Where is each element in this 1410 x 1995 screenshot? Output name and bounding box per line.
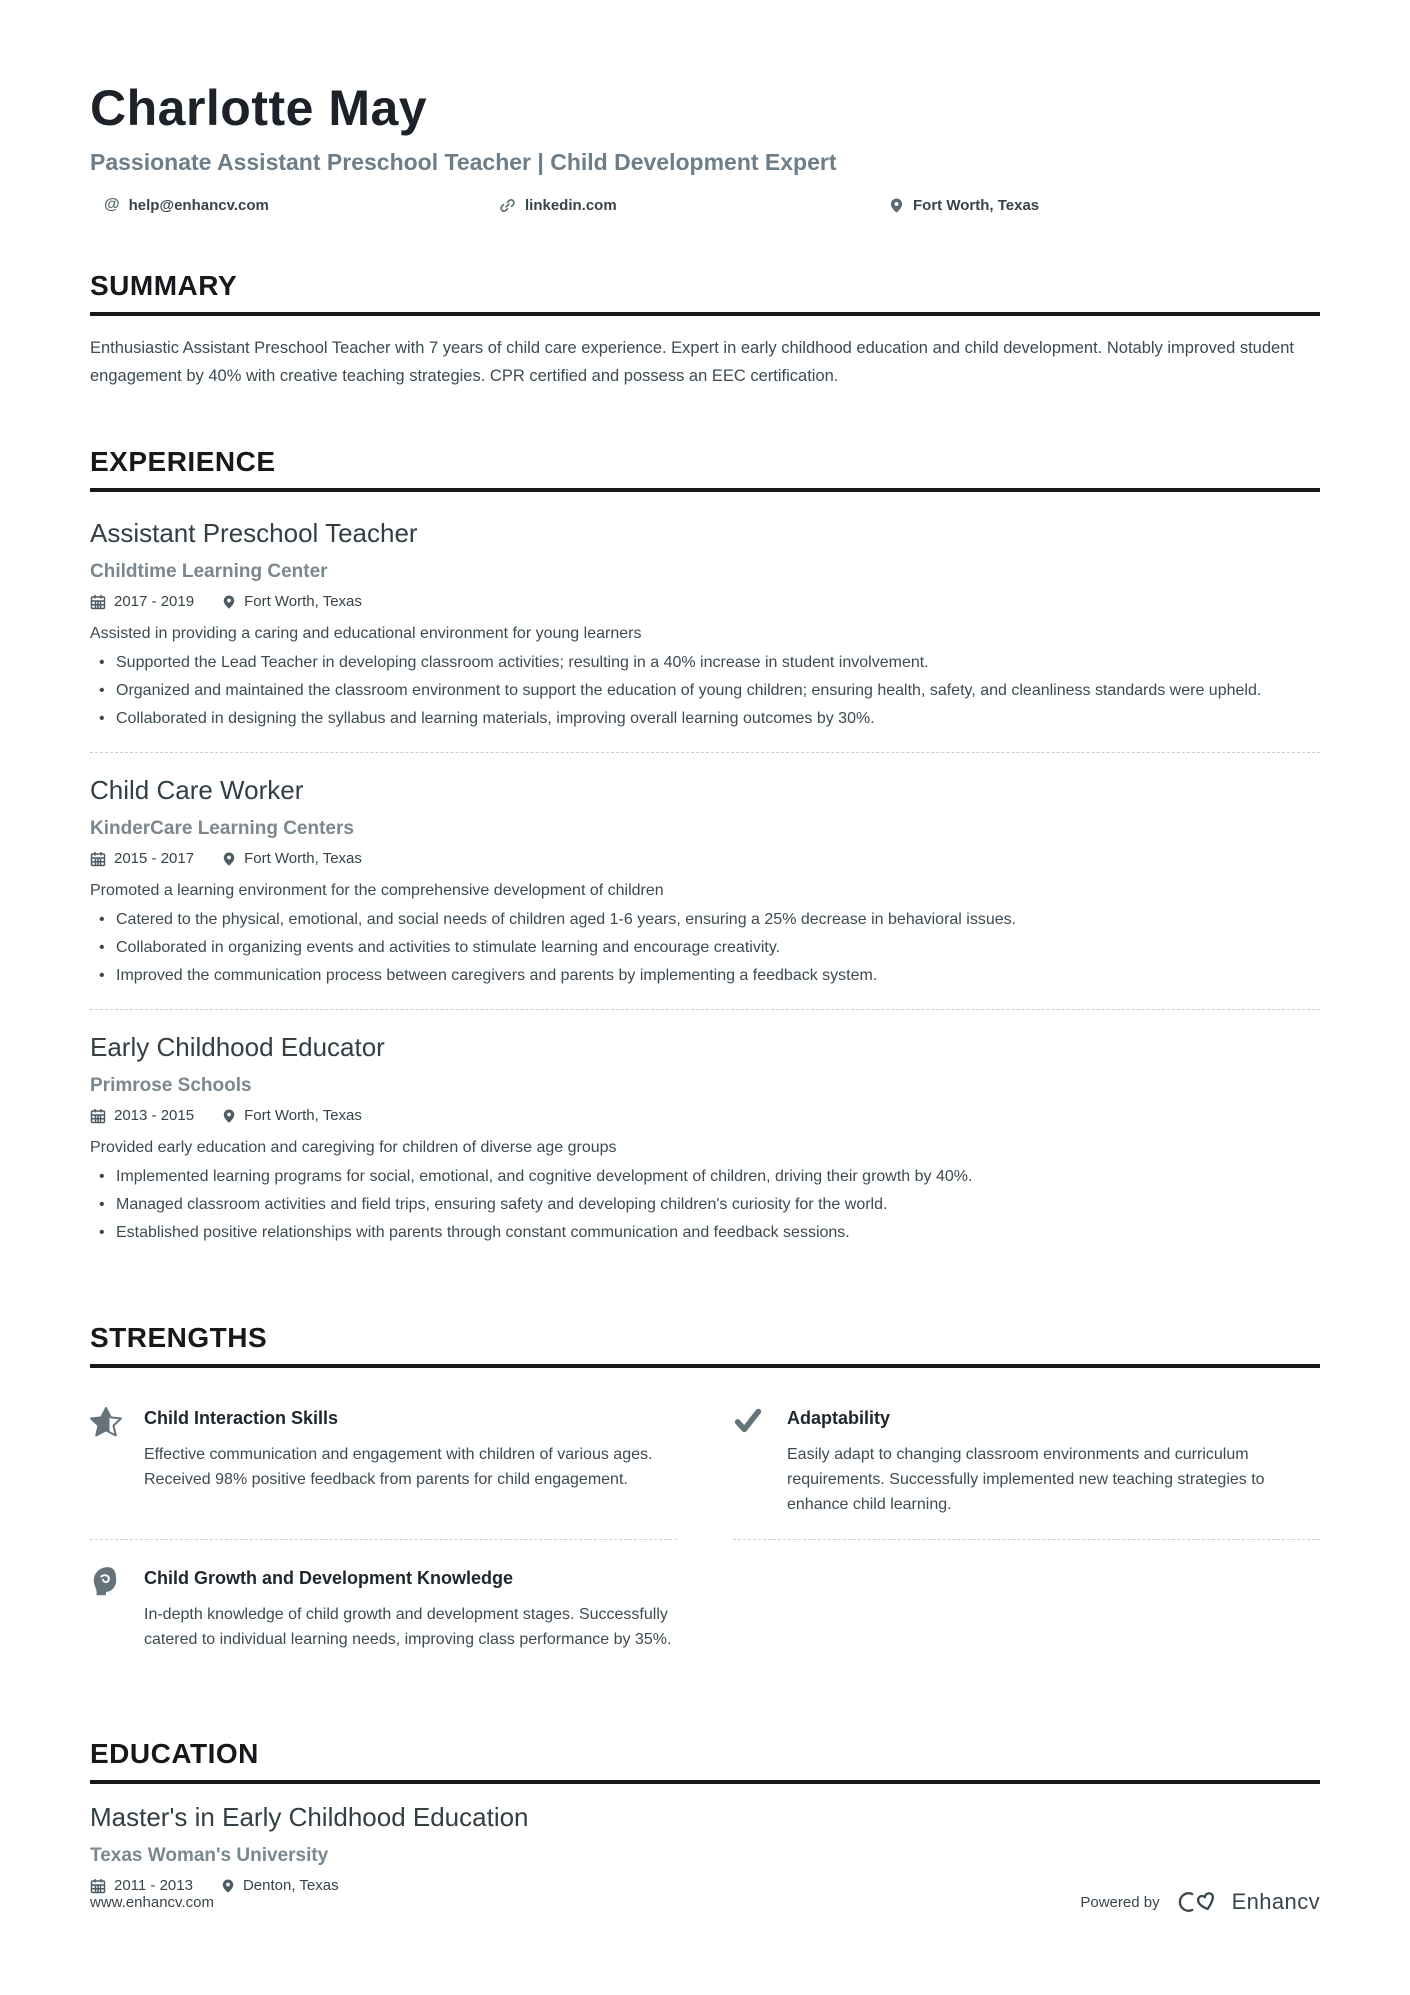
location-icon xyxy=(889,197,904,214)
strength-text: Easily adapt to changing classroom environments and curriculum requirements. Successfully implemented new teaching strategies to enhance child learning. xyxy=(787,1446,1265,1513)
strength-body xyxy=(144,1564,677,1652)
contact-location xyxy=(889,197,1039,214)
location-icon xyxy=(222,1108,236,1124)
headline: Passionate Assistant Preschool Teacher | Child Development Expert xyxy=(90,149,837,175)
job-bullet: • Collaborated in organizing events and activities to stimulate learning and encourage creativity. xyxy=(90,936,1320,959)
location-icon xyxy=(222,594,236,610)
job-meta-row xyxy=(90,593,1320,610)
job-bullets xyxy=(90,908,1320,987)
job-entry xyxy=(90,510,1320,752)
education-degree: Master's in Early Childhood Education xyxy=(90,1802,529,1832)
job-location xyxy=(222,1107,362,1124)
enhancv-website-link[interactable]: www.enhancv.com xyxy=(90,1893,214,1911)
contact-linkedin-text: linkedin.com xyxy=(525,196,617,214)
job-entry xyxy=(90,1009,1320,1266)
job-bullet: • Collaborated in designing the syllabus and learning materials, improving overall learning outcomes by 30%. xyxy=(90,707,1320,730)
job-bullet: • Catered to the physical, emotional, and social needs of children aged 1-6 years, ensuring a 25% decrease in behavioral issues. xyxy=(90,908,1320,931)
contact-location-text: Fort Worth, Texas xyxy=(913,196,1040,214)
job-title: Child Care Worker xyxy=(90,775,304,805)
at-icon: @ xyxy=(104,196,120,213)
page-footer xyxy=(90,1887,1320,1917)
job-description: Provided early education and caregiving for children of diverse age groups xyxy=(90,1139,617,1156)
strength-grid-filler xyxy=(733,1539,1320,1674)
job-title: Assistant Preschool Teacher xyxy=(90,518,418,548)
person-name: Charlotte May xyxy=(90,80,428,136)
contact-linkedin[interactable] xyxy=(499,197,889,214)
job-bullet: • Established positive relationships with parents through constant communication and feedback sessions. xyxy=(90,1221,1320,1244)
calendar-icon xyxy=(90,594,106,610)
job-bullets xyxy=(90,1165,1320,1244)
job-location-text: Fort Worth, Texas xyxy=(244,593,362,610)
summary-section xyxy=(90,270,1320,390)
strength-item xyxy=(90,1539,677,1674)
job-bullet: • Improved the communication process between caregivers and parents by implementing a feedback system. xyxy=(90,964,1320,987)
calendar-icon xyxy=(90,1108,106,1124)
strength-title: Child Interaction Skills xyxy=(144,1408,339,1428)
job-bullet: • Managed classroom activities and field trips, ensuring safety and developing children's curiosity for the world. xyxy=(90,1193,1320,1216)
experience-section xyxy=(90,446,1320,1266)
experience-heading: EXPERIENCE xyxy=(90,446,1320,492)
strength-body xyxy=(144,1404,677,1517)
job-dates-text: 2015 - 2017 xyxy=(114,850,195,867)
job-description: Promoted a learning environment for the comprehensive development of children xyxy=(90,882,664,899)
job-dates xyxy=(90,850,194,867)
job-dates-text: 2017 - 2019 xyxy=(114,593,195,610)
strength-item xyxy=(733,1386,1320,1539)
education-heading: EDUCATION xyxy=(90,1738,1320,1784)
job-company: Primrose Schools xyxy=(90,1075,252,1096)
enhancv-logo-icon xyxy=(1174,1887,1218,1917)
strengths-grid xyxy=(90,1386,1320,1674)
job-dates xyxy=(90,1107,194,1124)
education-school: Texas Woman's University xyxy=(90,1845,329,1866)
powered-by-label: Powered by xyxy=(1080,1893,1160,1911)
education-section xyxy=(90,1738,1320,1894)
strengths-section xyxy=(90,1322,1320,1674)
strength-title: Adaptability xyxy=(787,1408,891,1428)
star-icon xyxy=(90,1404,124,1517)
summary-text: Enthusiastic Assistant Preschool Teacher with 7 years of child care experience. Expert in early childhood education and child development. Notably improved student engagement by 40% with creative teaching strategies. CPR certified and possess an EEC certification. xyxy=(90,339,1294,385)
education-location-text: Denton, Texas xyxy=(242,1877,339,1894)
job-company: Childtime Learning Center xyxy=(90,561,328,582)
contact-email-text: help@enhancv.com xyxy=(128,196,269,214)
powered-by[interactable] xyxy=(1080,1887,1320,1917)
education-dates-text: 2011 - 2013 xyxy=(114,1877,193,1894)
check-icon xyxy=(733,1404,767,1517)
strength-text: In-depth knowledge of child growth and development stages. Successfully catered to individual learning needs, improving class performance by 35%. xyxy=(144,1606,672,1648)
strength-title: Child Growth and Development Knowledge xyxy=(144,1568,514,1588)
job-bullet: • Supported the Lead Teacher in developing classroom activities; resulting in a 40% increase in student involvement. xyxy=(90,651,1320,674)
job-dates xyxy=(90,593,194,610)
job-company: KinderCare Learning Centers xyxy=(90,818,354,839)
job-title: Early Childhood Educator xyxy=(90,1032,385,1062)
job-location-text: Fort Worth, Texas xyxy=(244,850,362,867)
summary-heading: SUMMARY xyxy=(90,270,1320,316)
job-bullets xyxy=(90,651,1320,730)
job-meta-row xyxy=(90,850,1320,867)
strength-item xyxy=(90,1386,677,1539)
job-bullet: • Organized and maintained the classroom environment to support the education of young children; ensuring health, safety, and cleanliness standards were upheld. xyxy=(90,679,1320,702)
contact-row xyxy=(90,196,1320,214)
job-description: Assisted in providing a caring and educational environment for young learners xyxy=(90,625,642,642)
link-icon xyxy=(499,197,516,214)
enhancv-brand-name: Enhancv xyxy=(1231,1889,1320,1914)
resume-header xyxy=(90,80,1320,214)
job-location xyxy=(222,850,362,867)
calendar-icon xyxy=(90,851,106,867)
strengths-heading: STRENGTHS xyxy=(90,1322,1320,1368)
job-dates-text: 2013 - 2015 xyxy=(114,1107,195,1124)
job-meta-row xyxy=(90,1107,1320,1124)
job-entry xyxy=(90,752,1320,1009)
strength-body xyxy=(787,1404,1320,1517)
job-bullet: • Implemented learning programs for social, emotional, and cognitive development of children, driving their growth by 40%. xyxy=(90,1165,1320,1188)
head-icon xyxy=(90,1564,124,1652)
strength-text: Effective communication and engagement with children of various ages. Received 98% positive feedback from parents for child engagement. xyxy=(144,1446,653,1488)
job-location xyxy=(222,593,362,610)
location-icon xyxy=(222,851,236,867)
job-location-text: Fort Worth, Texas xyxy=(244,1107,362,1124)
contact-email[interactable] xyxy=(104,196,499,214)
